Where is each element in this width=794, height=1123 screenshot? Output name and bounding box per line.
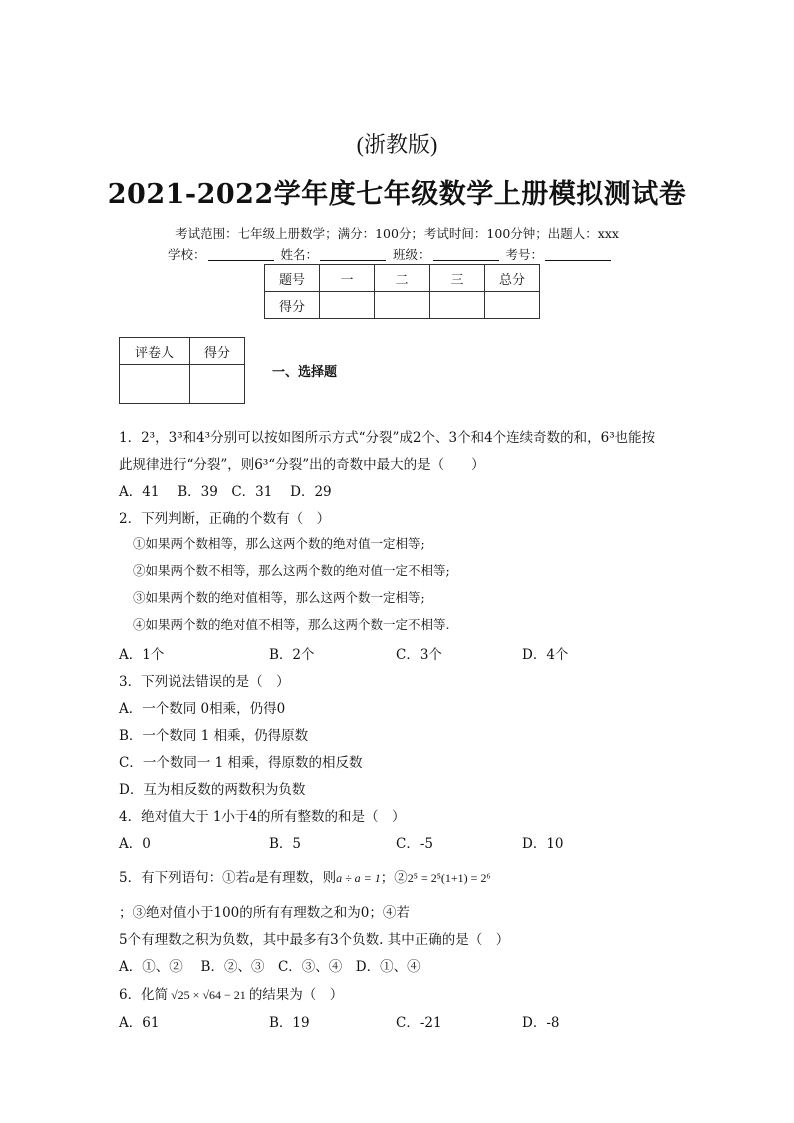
grader-header: 得分 [190,338,245,365]
school-blank[interactable] [208,248,274,261]
score-header: 三 [430,265,485,292]
q6-option-d: D．-8 [522,1015,560,1031]
score-header: 一 [320,265,375,292]
q5-line2: ；③绝对值小于100的所有有理数之和为0；④若 [119,905,410,921]
score-header: 二 [375,265,430,292]
q5-line1 [119,866,491,886]
q2-option-b: B．2个 [269,647,315,663]
score-table [264,264,540,319]
q5-formula-1: a ÷ a = 1 [336,871,381,885]
q6-option-b: B．19 [269,1015,310,1031]
q3-option-d: D．互为相反数的两数积为负数 [119,782,306,798]
q6-stem [119,983,343,1003]
grader-cell[interactable] [190,365,245,404]
q3-option-c: C．一个数同一 1 相乘，得原数的相反数 [119,755,363,771]
q3-stem: 3．下列说法错误的是（ ） [119,674,290,690]
student-fields [168,245,614,263]
q6-formula: √25 × √64 − 21 [171,988,246,1002]
q6-option-a: A．61 [119,1015,160,1031]
q3-option-a: A．一个数同 0相乘，仍得0 [119,701,286,717]
q5-line3: 5个有理数之积为负数，其中最多有3个负数. 其中正确的是（ ） [119,932,510,948]
q4-option-b: B．5 [269,836,302,852]
q4-stem: 4．绝对值大于 1小于4的所有整数的和是（ ） [119,809,406,825]
q6-option-c: C．-21 [396,1015,442,1031]
q2-option-a: A．1个 [119,647,165,663]
q5-variable: a [249,871,256,885]
class-blank[interactable] [433,248,499,261]
q6-prefix: 6．化简 [119,987,169,1003]
name-label: 姓名： [280,247,319,262]
score-cell[interactable] [375,292,430,319]
q4-option-a: A．0 [119,836,151,852]
name-blank[interactable] [320,248,386,261]
q1-line2: 此规律进行“分裂”，则6³“分裂”出的奇数中最大的是（ ） [119,457,485,473]
edition-label: (浙教版) [356,132,438,157]
q2-item: ②如果两个数不相等，那么这两个数的绝对值一定不相等; [133,563,450,578]
exam-number-label: 考号： [505,247,544,262]
exam-number-blank[interactable] [545,248,611,261]
grader-header: 评卷人 [120,338,190,365]
class-label: 班级： [393,247,431,262]
q4-option-d: D．10 [522,836,564,852]
score-cell[interactable] [320,292,375,319]
school-label: 学校： [168,247,206,262]
q4-option-c: C．-5 [396,836,433,852]
q1-line1: 1．2³，3³和4³分别可以按如图所示方式“分裂”成2个、3个和4个连续奇数的和，6³也能按 [119,430,656,446]
q2-item: ④如果两个数的绝对值不相等，那么这两个数一定不相等. [133,617,450,632]
q2-item: ①如果两个数相等，那么这两个数的绝对值一定相等; [133,536,425,551]
q5-mid: 是有理数，则 [255,870,337,886]
q2-option-c: C．3个 [396,647,442,663]
q5-options: A．①、② B．②、③ C．③、④ D．①、④ [119,959,421,975]
grader-cell[interactable] [120,365,190,404]
exam-info: 考试范围：七年级上册数学；满分：100分；考试时间：100分钟；出题人：xxx [175,226,619,241]
q5-separator: ；② [380,870,408,886]
q2-item: ③如果两个数的绝对值相等，那么这两个数一定相等; [133,590,425,605]
q2-stem: 2．下列判断，正确的个数有（ ） [119,511,331,527]
exam-title: 2021-2022学年度七年级数学上册模拟测试卷 [107,179,687,210]
q1-options: A．41 B．39 C．31 D．29 [119,484,332,500]
q5-formula-2: 2⁵ = 2⁵(1+1) = 2⁶ [407,871,491,885]
score-header: 总分 [485,265,540,292]
section-heading: 一、选择题 [272,365,338,380]
score-row-label: 得分 [265,292,320,319]
score-header: 题号 [265,265,320,292]
score-cell[interactable] [430,292,485,319]
q2-option-d: D．4个 [522,647,569,663]
score-cell[interactable] [485,292,540,319]
q6-suffix: 的结果为（ ） [248,987,344,1003]
q5-prefix: 5．有下列语句：①若 [119,870,250,886]
grader-table [119,337,245,404]
q3-option-b: B．一个数同 1 相乘，仍得原数 [119,728,309,744]
